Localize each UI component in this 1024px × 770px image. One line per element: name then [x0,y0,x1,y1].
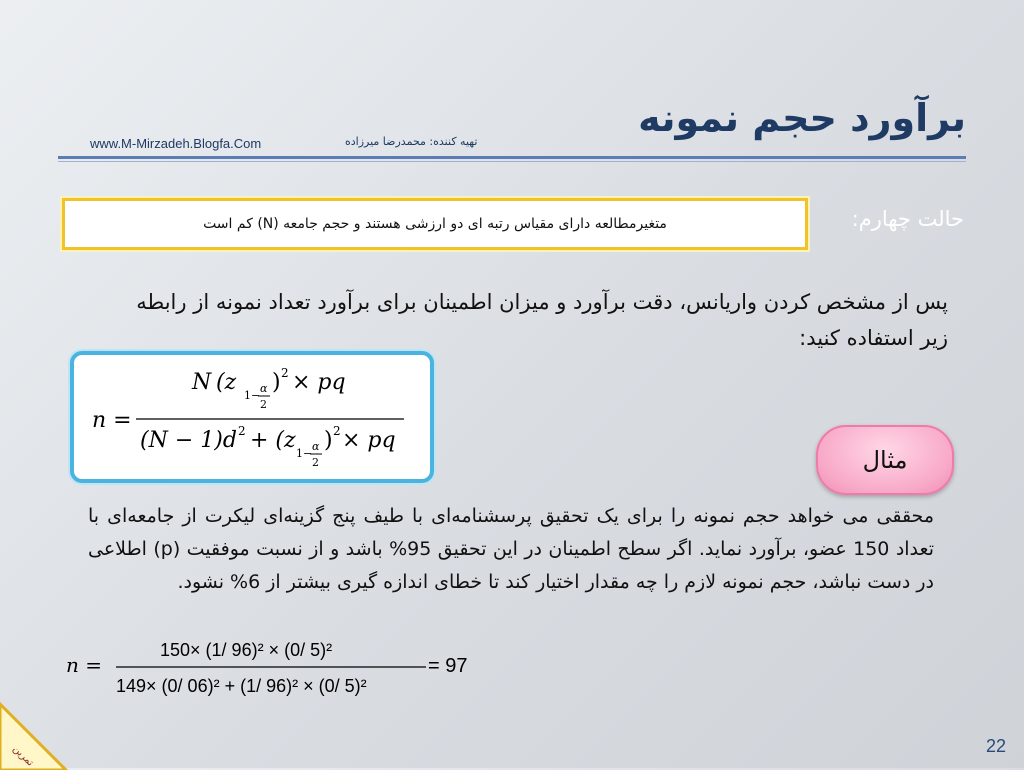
header-divider [58,156,966,159]
formula-den-close: ) [324,428,333,453]
problem-paragraph: محققی می خواهد حجم نمونه را برای یک تحقیق پرسشنامه‌ای با طیف پنج گزینه‌ای لیکرت از جامعه‌ای با تعداد 150 عضو، برآورد نماید. اگر سطح اطمینان در این تحقیق 95% باشد و از نسبت موفقیت (p) اطلاعی در دست نباشد، حجم نمونه لازم را چه مقدار اختیار کند تا خطای اندازه گیری بیشتر از 6% نشود. [88,505,934,593]
formula-num-N: N [192,370,212,395]
formula-num-open: (z [216,370,237,395]
case-description-box [62,198,808,250]
formula-den-pq: × pq [342,428,396,453]
author-credit: تهیه کننده: محمدرضا میرزاده [345,135,478,148]
formula-den-N1: (N − 1)d [140,428,237,453]
sample-size-formula [70,351,434,483]
exercise-badge-label: تمرین [10,743,36,769]
formula-num-sub1: 1− [244,389,261,402]
formula-den-sup: 2 [333,424,341,438]
formula-num-pq: × pq [292,370,346,395]
formula-num-alpha: α [260,382,268,395]
example-lhs: n = [66,653,102,677]
formula-den-alpha: α [312,440,320,453]
example-numerator: 150× (1/ 96)² × (0/ 5)² [160,640,333,660]
case-description: متغیرمطالعه دارای مقیاس رتبه ای دو ارزشی هستند و حجم جامعه (N) کم است [203,216,667,232]
website-link[interactable]: www.M-Mirzadeh.Blogfa.Com [90,136,262,151]
exercise-badge[interactable] [0,700,70,770]
example-button[interactable]: مثال [816,425,954,495]
slide-title: برآورد حجم نمونه [638,96,966,140]
formula-num-close: ) [272,370,281,395]
formula-den-z: + (z [250,428,296,453]
formula-den-sub1: 1− [296,447,313,460]
formula-num-sup: 2 [281,366,289,380]
example-result: = 97 [428,655,468,677]
example-denominator: 149× (0/ 06)² + (1/ 96)² × (0/ 5)² [116,676,367,696]
example-formula [60,630,500,706]
intro-paragraph: پس از مشخص کردن واریانس، دقت برآورد و میزان اطمینان برای برآورد تعداد نمونه از رابطه زیر استفاده کنید: [136,290,948,350]
case-label: حالت چهارم: [851,207,964,231]
formula-lhs: n = [92,408,132,433]
formula-den-two: 2 [312,456,319,469]
page-number: 22 [985,736,1006,756]
formula-num-two: 2 [260,398,267,411]
header-divider-thin [58,161,966,162]
formula-den-sup-d: 2 [238,424,246,438]
